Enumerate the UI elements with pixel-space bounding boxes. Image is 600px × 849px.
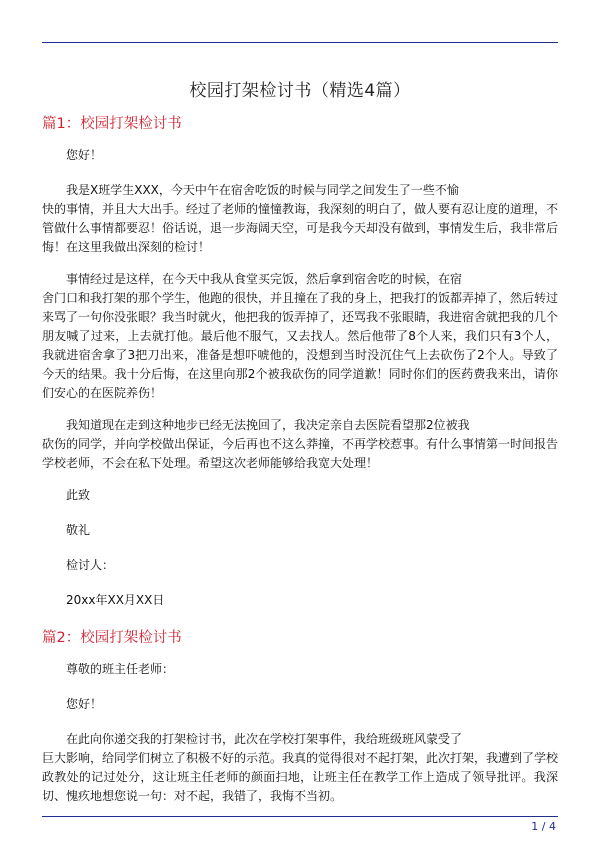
section-2-salutation: 尊敬的班主任老师： xyxy=(66,662,175,676)
section-1-paragraph-3 xyxy=(42,416,558,473)
section-1-heading: 篇1：校园打架检讨书 xyxy=(42,116,182,132)
paragraph-body: 砍伤的同学，并向学校做出保证，今后再也不这么莽撞，不再学校惹事。有什么事情第一时间报告学校老师，不会在私下处理。希望这次老师能够给我宽大处理！ xyxy=(42,437,559,470)
section-1-greeting: 您好！ xyxy=(66,148,103,162)
paragraph-body: 舍门口和我打架的那个学生，他跑的很快，并且撞在了我的身上，把我打的饭都弄掉了，然后转过来骂了一句你没张眼？我当时就火，他把我的饭弄掉了，还骂我不张眼睛，我进宿舍就把我的几个朋友喊了过来，上去就打他。最后他不服气，又去找人。然后他带了8个人来，我们只有3个人，我就进宿舍拿了3把刀出来，准备是想吓唬他的，没想到当时没沉住气上去砍伤了2个人。导致了今天的结果。我十分后悔，在这里向那2个被我砍伤的同学道歉！同时你们的医药费我来出，请你们安心的在医院养伤！ xyxy=(42,291,559,400)
paragraph-first-line: 事情经过是这样，在今天中我从食堂买完饭，然后拿到宿舍吃的时候，在宿 xyxy=(66,272,463,286)
paragraph-first-line: 我是X班学生XXX，今天中午在宿舍吃饭的时候与同学之间发生了一些不愉 xyxy=(66,183,459,197)
paragraph-first-line: 在此向你递交我的打架检讨书，此次在学校打架事件，我给班级班风蒙受了 xyxy=(66,732,463,746)
header-rule xyxy=(42,42,558,43)
closing-regards-2: 敬礼 xyxy=(66,523,91,537)
date-line: 20xx年XX月XX日 xyxy=(66,593,165,607)
footer-rule xyxy=(42,816,558,817)
document-body xyxy=(42,112,558,819)
section-2-paragraph-1 xyxy=(42,730,558,806)
paragraph-body: 巨大影响，给同学们树立了积极不好的示范。我真的觉得很对不起打架，此次打架，我遭到了学校政教处的记过处分，这让班主任老师的颜面扫地，让班主任在教学工作上造成了领导批评。我深切、愧疚地想您说一句：对不起，我错了，我悔不当初。 xyxy=(42,751,559,803)
paragraph-first-line: 我知道现在走到这种地步已经无法挽回了，我决定亲自去医院看望那2位被我 xyxy=(66,418,470,432)
section-1-paragraph-2 xyxy=(42,270,558,403)
closing-regards-1: 此致 xyxy=(66,488,91,502)
page-number: 1 / 4 xyxy=(531,820,556,833)
paragraph-body: 快的事情，并且大大出手。经过了老师的憧憧教诲，我深刻的明白了，做人要有忍让度的道理，不管做什么事情都要忍！俗话说，退一步海阔天空，可是我今天却没有做到，事情发生后，我非常后悔！在这里我做出深刻的检讨！ xyxy=(42,202,559,254)
document-title: 校园打架检讨书（精选4篇） xyxy=(189,81,411,101)
section-2-greeting: 您好！ xyxy=(66,697,103,711)
section-2-heading: 篇2：校园打架检讨书 xyxy=(42,630,182,646)
signature-line: 检讨人： xyxy=(66,558,115,572)
section-1-paragraph-1 xyxy=(42,181,558,257)
